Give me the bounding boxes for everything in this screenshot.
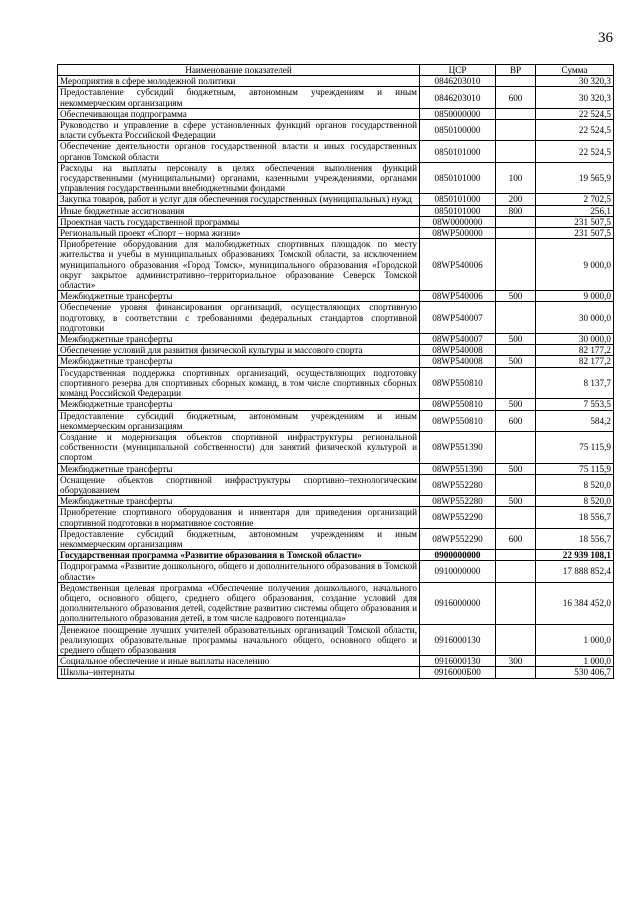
row-csr-cell: 0850101000 (420, 162, 496, 194)
row-sum-cell: 18 556,7 (536, 528, 614, 549)
row-name-cell: Предоставление субсидий бюджетным, автономным учреждениям и иным некоммерческим организациям (58, 528, 420, 549)
header-name: Наименование показателей (58, 65, 420, 76)
table-row (58, 291, 614, 302)
row-vr-cell (496, 550, 536, 561)
row-sum-cell: 18 556,7 (536, 507, 614, 528)
row-vr-cell (496, 345, 536, 356)
table-row (58, 228, 614, 239)
row-csr-cell: 0916000130 (420, 624, 496, 656)
row-name-cell: Государственная поддержка спортивных организаций, осуществляющих подготовку спортивного резерва для спортивных сборных команд, в том числе спортивных сборных команд Российской Федерации (58, 367, 420, 399)
row-sum-cell: 82 177,2 (536, 356, 614, 367)
table-row (58, 656, 614, 667)
row-name-cell: Обеспечение уровня финансирования организаций, осуществляющих спортивную подготовку, в соответствии с требованиями федеральных стандартов спортивной подготовки (58, 302, 420, 334)
row-vr-cell (496, 431, 536, 463)
row-sum-cell: 584,2 (536, 410, 614, 431)
row-name-cell: Иные бюджетные ассигнования (58, 205, 420, 216)
row-name-cell: Обеспечение условий для развития физической культуры и массового спорта (58, 345, 420, 356)
table-row (58, 194, 614, 205)
row-csr-cell: 08WP540008 (420, 356, 496, 367)
row-sum-cell: 75 115,9 (536, 463, 614, 474)
row-csr-cell: 0900000000 (420, 550, 496, 561)
table-row (58, 431, 614, 463)
row-csr-cell: 08WP550810 (420, 367, 496, 399)
row-vr-cell (496, 228, 536, 239)
row-sum-cell: 530 406,7 (536, 667, 614, 678)
row-vr-cell (496, 367, 536, 399)
row-name-cell: Межбюджетные трансферты (58, 399, 420, 410)
row-name-cell: Межбюджетные трансферты (58, 334, 420, 345)
row-csr-cell: 08WP550810 (420, 410, 496, 431)
row-name-cell: Обеспечение деятельности органов государственной власти и иных государственных органов Томской области (58, 141, 420, 162)
row-name-cell: Межбюджетные трансферты (58, 356, 420, 367)
table-row (58, 141, 614, 162)
row-sum-cell: 9 000,0 (536, 239, 614, 291)
header-sum: Сумма (536, 65, 614, 76)
row-vr-cell (496, 216, 536, 227)
row-vr-cell: 500 (496, 399, 536, 410)
row-vr-cell: 500 (496, 291, 536, 302)
row-csr-cell: 08WP551390 (420, 463, 496, 474)
table-row (58, 205, 614, 216)
row-name-cell: Подпрограмма «Развитие дошкольного, общего и дополнительного образования в Томской области» (58, 561, 420, 582)
row-csr-cell: 08WP552280 (420, 496, 496, 507)
row-vr-cell: 100 (496, 162, 536, 194)
row-vr-cell: 500 (496, 334, 536, 345)
row-sum-cell: 256,1 (536, 205, 614, 216)
budget-table (57, 64, 614, 679)
row-name-cell: Денежное поощрение лучших учителей образовательных организаций Томской области, реализующих образовательные программы начального общего, основного общего и среднего общего образования (58, 624, 420, 656)
row-name-cell: Мероприятия в сфере молодежной политики (58, 76, 420, 87)
table-row (58, 550, 614, 561)
row-name-cell: Расходы на выплаты персоналу в целях обеспечения выполнения функций государственными (муниципальными) органами, казенными учреждениями, органами управления государственными внебюджетными фондами (58, 162, 420, 194)
row-name-cell: Приобретение оборудования для малобюджетных спортивных площадок по месту жительства и учебы в муниципальных образованиях Томской области, за исключением муниципального образования «Город Томск», муниципального образования «Городской округ закрытое административно–территориальное образование Северск Томской области» (58, 239, 420, 291)
table-body (58, 76, 614, 678)
row-sum-cell: 231 507,5 (536, 216, 614, 227)
row-csr-cell: 0850101000 (420, 205, 496, 216)
table-row (58, 162, 614, 194)
row-sum-cell: 75 115,9 (536, 431, 614, 463)
row-sum-cell: 22 939 108,1 (536, 550, 614, 561)
row-sum-cell: 8 137,7 (536, 367, 614, 399)
row-vr-cell: 800 (496, 205, 536, 216)
row-csr-cell: 08WP552290 (420, 528, 496, 549)
row-csr-cell: 08W0000000 (420, 216, 496, 227)
row-sum-cell: 30 000,0 (536, 302, 614, 334)
table-row (58, 76, 614, 87)
row-name-cell: Предоставление субсидий бюджетным, автономным учреждениям и иным некоммерческим организациям (58, 410, 420, 431)
row-name-cell: Приобретение спортивного оборудования и инвентаря для приведения организаций спортивной подготовки в нормативное состояние (58, 507, 420, 528)
row-sum-cell: 30 320,3 (536, 76, 614, 87)
row-name-cell: Обеспечивающая подпрограмма (58, 108, 420, 119)
row-name-cell: Социальное обеспечение и иные выплаты населению (58, 656, 420, 667)
table-header-row (58, 65, 614, 76)
row-sum-cell: 9 000,0 (536, 291, 614, 302)
row-csr-cell: 0850000000 (420, 108, 496, 119)
row-sum-cell: 19 565,9 (536, 162, 614, 194)
row-sum-cell: 82 177,2 (536, 345, 614, 356)
row-vr-cell (496, 108, 536, 119)
row-vr-cell (496, 302, 536, 334)
row-vr-cell: 500 (496, 356, 536, 367)
row-sum-cell: 7 553,5 (536, 399, 614, 410)
row-vr-cell (496, 141, 536, 162)
row-csr-cell: 0850100000 (420, 120, 496, 141)
table-row (58, 120, 614, 141)
row-csr-cell: 08WP551390 (420, 431, 496, 463)
row-sum-cell: 30 320,3 (536, 87, 614, 108)
row-sum-cell: 22 524,5 (536, 120, 614, 141)
row-csr-cell: 08WP540007 (420, 334, 496, 345)
row-csr-cell: 0850101000 (420, 194, 496, 205)
row-sum-cell: 1 000,0 (536, 656, 614, 667)
row-name-cell: Оснащение объектов спортивной инфраструктуры спортивно–технологическим оборудованием (58, 474, 420, 495)
row-sum-cell: 30 000,0 (536, 334, 614, 345)
row-sum-cell: 8 520,0 (536, 474, 614, 495)
row-csr-cell: 08WP540006 (420, 239, 496, 291)
table-row (58, 367, 614, 399)
row-sum-cell: 231 507,5 (536, 228, 614, 239)
table-row (58, 239, 614, 291)
row-sum-cell: 1 000,0 (536, 624, 614, 656)
table-row (58, 399, 614, 410)
table-row (58, 667, 614, 678)
row-name-cell: Закупка товаров, работ и услуг для обеспечения государственных (муниципальных) нужд (58, 194, 420, 205)
row-sum-cell: 16 384 452,0 (536, 582, 614, 624)
table-row (58, 356, 614, 367)
row-vr-cell (496, 582, 536, 624)
table-row (58, 561, 614, 582)
row-vr-cell: 600 (496, 87, 536, 108)
row-sum-cell: 17 888 852,4 (536, 561, 614, 582)
table-row (58, 302, 614, 334)
page-number: 36 (598, 30, 613, 46)
row-csr-cell: 08WP540008 (420, 345, 496, 356)
row-csr-cell: 0916000000 (420, 582, 496, 624)
row-name-cell: Межбюджетные трансферты (58, 291, 420, 302)
row-name-cell: Школы–интернаты (58, 667, 420, 678)
row-vr-cell (496, 561, 536, 582)
row-csr-cell: 0916000130 (420, 656, 496, 667)
row-vr-cell: 500 (496, 496, 536, 507)
row-csr-cell: 0846203010 (420, 87, 496, 108)
row-vr-cell (496, 624, 536, 656)
table-row (58, 624, 614, 656)
row-csr-cell: 08WP540007 (420, 302, 496, 334)
row-vr-cell (496, 667, 536, 678)
row-name-cell: Межбюджетные трансферты (58, 496, 420, 507)
row-vr-cell: 600 (496, 410, 536, 431)
table-row (58, 474, 614, 495)
row-name-cell: Предоставление субсидий бюджетным, автономным учреждениям и иным некоммерческим организациям (58, 87, 420, 108)
row-vr-cell (496, 239, 536, 291)
table-row (58, 345, 614, 356)
row-name-cell: Межбюджетные трансферты (58, 463, 420, 474)
table-row (58, 496, 614, 507)
table-row (58, 87, 614, 108)
row-csr-cell: 0910000000 (420, 561, 496, 582)
row-name-cell: Государственная программа «Развитие образования в Томской области» (58, 550, 420, 561)
row-vr-cell (496, 507, 536, 528)
row-vr-cell: 500 (496, 463, 536, 474)
row-csr-cell: 08WP550810 (420, 399, 496, 410)
row-csr-cell: 08WP552280 (420, 474, 496, 495)
table-row (58, 216, 614, 227)
table-row (58, 463, 614, 474)
row-name-cell: Создание и модернизация объектов спортивной инфраструктуры региональной собственности (муниципальной собственности) для занятий физической культурой и спортом (58, 431, 420, 463)
header-vr: ВР (496, 65, 536, 76)
row-csr-cell: 0916000Б00 (420, 667, 496, 678)
row-csr-cell: 0846203010 (420, 76, 496, 87)
row-csr-cell: 08WP540006 (420, 291, 496, 302)
row-name-cell: Региональный проект «Спорт – норма жизни» (58, 228, 420, 239)
table-row (58, 582, 614, 624)
row-sum-cell: 22 524,5 (536, 108, 614, 119)
row-csr-cell: 08WP552290 (420, 507, 496, 528)
row-name-cell: Проектная часть государственной программы (58, 216, 420, 227)
row-vr-cell (496, 474, 536, 495)
table-row (58, 108, 614, 119)
row-csr-cell: 08WP500000 (420, 228, 496, 239)
table-row (58, 507, 614, 528)
row-vr-cell: 600 (496, 528, 536, 549)
row-vr-cell: 300 (496, 656, 536, 667)
row-vr-cell (496, 76, 536, 87)
row-sum-cell: 2 702,5 (536, 194, 614, 205)
table-row (58, 410, 614, 431)
row-sum-cell: 8 520,0 (536, 496, 614, 507)
row-name-cell: Ведомственная целевая программа «Обеспечение получения дошкольного, начального общего, основного общего, среднего общего образования, создание условий для дополнительного образования детей, содействие развитию системы общего образования и дополнительного образования детей, в том числе кадрового потенциала» (58, 582, 420, 624)
table-row (58, 334, 614, 345)
header-csr: ЦСР (420, 65, 496, 76)
row-csr-cell: 0850101000 (420, 141, 496, 162)
row-vr-cell: 200 (496, 194, 536, 205)
row-vr-cell (496, 120, 536, 141)
row-name-cell: Руководство и управление в сфере установленных функций органов государственной власти субъекта Российской Федерации (58, 120, 420, 141)
table-row (58, 528, 614, 549)
row-sum-cell: 22 524,5 (536, 141, 614, 162)
